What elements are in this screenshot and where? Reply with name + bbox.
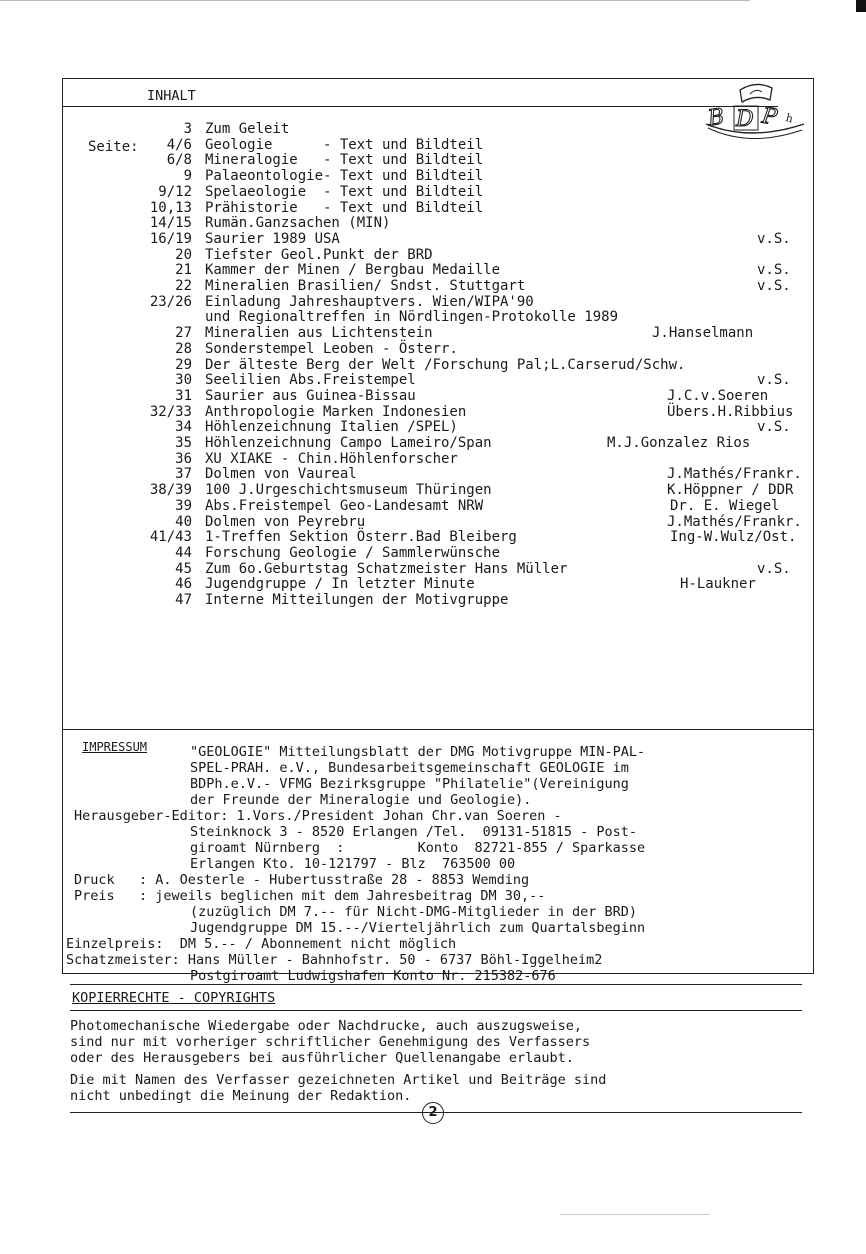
toc-entry-title: Saurier 1989 USA	[205, 230, 340, 247]
toc-entry-title: Zum Geleit	[205, 121, 290, 137]
impressum-line: Jugendgruppe DM 15.--/Vierteljährlich zum Quartalsbeginn	[190, 920, 646, 936]
copyright-line: nicht unbedingt die Meinung der Redaktion.	[70, 1088, 412, 1104]
impressum-line: Herausgeber-Editor: 1.Vors./President Johan Chr.van Soeren -	[74, 808, 562, 824]
copyright-line: Die mit Namen des Verfasser gezeichneten Artikel und Beiträge sind	[70, 1072, 607, 1088]
toc-entry-title: 1-Treffen Sektion Österr.Bad Bleiberg	[205, 529, 517, 546]
toc-page-number: 34	[175, 419, 192, 436]
impressum-line: Einzelpreis: DM 5.-- / Abonnement nicht möglich	[66, 936, 457, 952]
toc-page-number: 6/8	[166, 152, 192, 169]
toc-entry-author: J.C.v.Soeren	[667, 387, 769, 404]
toc-entry-title: Seelilien Abs.Freistempel	[205, 372, 416, 389]
toc-entry-author: v.S.	[757, 419, 791, 436]
toc-page-number: 44	[175, 544, 192, 561]
impressum-line: Postgiroamt Ludwigshafen Konto Nr. 215382-676	[190, 968, 556, 984]
toc-entry-title: Interne Mitteilungen der Motivgruppe	[205, 592, 509, 608]
toc-page-number: 38/39	[149, 482, 192, 499]
impressum-line: Steinknock 3 - 8520 Erlangen /Tel. 09131-51815 - Post-	[190, 824, 638, 840]
toc-page-number: 4/6	[166, 136, 192, 153]
impressum-line: Schatzmeister: Hans Müller - Bahnhofstr. 50 - 6737 Böhl-Iggelheim2	[66, 952, 603, 968]
toc-page-number: 20	[175, 246, 192, 263]
toc-page-number: 23/26	[149, 293, 192, 310]
copyright-rule	[70, 984, 802, 985]
toc-page-number: 9	[183, 168, 192, 185]
toc-page-number: 39	[175, 497, 192, 514]
impressum-line: giroamt Nürnberg : Konto 82721-855 / Sparkasse	[190, 840, 646, 856]
toc-page-number: 29	[175, 356, 192, 373]
toc-entry-title: Der älteste Berg der Welt /Forschung Pal;L.Carserud/Schw.	[205, 356, 686, 373]
toc-entry-title: Spelaeologie - Text und Bildteil	[205, 183, 484, 200]
impressum-line: der Freunde der Mineralogie und Geologie).	[190, 792, 532, 808]
toc-page-number: 40	[175, 513, 192, 530]
toc-entry-author: M.J.Gonzalez Rios	[607, 435, 751, 451]
toc-page-number: 30	[175, 372, 192, 389]
toc-title-rule	[63, 106, 778, 107]
toc-page-number: 10,13	[149, 199, 192, 216]
toc-entry-title: Mineralien Brasilien/ Sndst. Stuttgart	[205, 278, 526, 294]
toc-entry-title: Dolmen von Peyrebru	[205, 513, 366, 530]
page-number: 2	[422, 1102, 444, 1124]
toc-page-number: 9/12	[158, 183, 192, 200]
impressum-line: BDPh.e.V.- VFMG Bezirksgruppe "Philatelie"(Vereinigung	[190, 776, 629, 792]
impressum-label: IMPRESSUM	[82, 740, 148, 754]
toc-entry-title: Tiefster Geol.Punkt der BRD	[205, 246, 433, 263]
bdph-logo	[700, 80, 812, 152]
toc-page-number: 35	[175, 435, 192, 451]
toc-page-number: 45	[175, 560, 192, 577]
toc-entry-title: XU XIAKE - Chin.Höhlenforscher	[205, 450, 458, 467]
copyright-label-rule	[70, 1010, 802, 1011]
impressum-line: Erlangen Kto. 10-121797 - Blz 763500 00	[190, 856, 516, 872]
toc-page-number: 3	[183, 121, 192, 137]
toc-entry-title: Mineralien aus Lichtenstein	[205, 325, 433, 342]
copyright-label: KOPIERRECHTE - COPYRIGHTS	[72, 990, 276, 1006]
svg-text:D: D	[736, 107, 754, 132]
toc-entry-title: Anthropologie Marken Indonesien	[205, 403, 467, 420]
toc-entry-title: Dolmen von Vaureal	[205, 466, 357, 483]
toc-entry-title: Sonderstempel Leoben - Österr.	[205, 340, 458, 357]
toc-page-number: 14/15	[149, 215, 192, 232]
impressum-rule	[63, 729, 813, 730]
toc-entry-title: Abs.Freistempel Geo-Landesamt NRW	[205, 497, 484, 514]
toc-entry-author: Dr. E. Wiegel	[670, 497, 780, 514]
toc-entry-author: J.Mathés/Frankr.	[667, 513, 802, 530]
toc-entry-author: v.S.	[757, 262, 791, 279]
toc-entry-title: Rumän.Ganzsachen (MIN)	[205, 215, 391, 232]
toc-entry-title: Palaeontologie- Text und Bildteil	[205, 168, 484, 185]
top-edge-line	[0, 0, 750, 1]
toc-page-number: 46	[175, 576, 192, 593]
toc-entry-author: v.S.	[757, 372, 791, 389]
toc-entry-title: Zum 6o.Geburtstag Schatzmeister Hans Müller	[205, 560, 568, 577]
toc-page-number: 16/19	[149, 230, 192, 247]
impressum-line: Druck : A. Oesterle - Hubertusstraße 28 - 8853 Wemding	[74, 872, 530, 888]
svg-text:B: B	[706, 104, 726, 132]
toc-entry-title: Kammer der Minen / Bergbau Medaille	[205, 262, 501, 279]
toc-entry-author: v.S.	[757, 278, 791, 294]
toc-entry-author: Ing-W.Wulz/Ost.	[670, 529, 797, 546]
toc-page-number: 32/33	[149, 403, 192, 420]
bottom-edge-line	[560, 1214, 710, 1215]
seite-label: Seite:	[88, 139, 139, 155]
toc-title: INHALT	[147, 88, 196, 104]
impressum-line: "GEOLOGIE" Mitteilungsblatt der DMG Motivgruppe MIN-PAL-	[190, 744, 646, 760]
toc-entry-title: Forschung Geologie / Sammlerwünsche	[205, 544, 501, 561]
toc-entry-author: v.S.	[757, 230, 791, 247]
toc-entry-author: J.Mathés/Frankr.	[667, 466, 802, 483]
toc-entry-title: und Regionaltreffen in Nördlingen-Protokolle 1989	[205, 309, 619, 326]
toc-page-number: 28	[175, 340, 192, 357]
toc-entry-author: J.Hanselmann	[652, 325, 754, 342]
toc-entry-author: K.Höppner / DDR	[667, 482, 794, 499]
toc-page-number: 36	[175, 450, 192, 467]
svg-text:h: h	[784, 111, 795, 126]
toc-page-number: 31	[175, 387, 192, 404]
corner-mark	[856, 0, 866, 12]
impressum-line: Preis : jeweils beglichen mit dem Jahresbeitrag DM 30,--	[74, 888, 546, 904]
toc-entry-title: Prähistorie - Text und Bildteil	[205, 199, 484, 216]
copyright-line: sind nur mit vorheriger schriftlicher Genehmigung des Verfassers	[70, 1034, 591, 1050]
copyright-line: oder des Herausgebers bei ausführlicher Quellenangabe erlaubt.	[70, 1050, 574, 1066]
toc-page-number: 37	[175, 466, 192, 483]
toc-entry-author: H-Laukner	[680, 576, 756, 593]
toc-entry-title: 100 J.Urgeschichtsmuseum Thüringen	[205, 482, 492, 499]
toc-entry-title: Höhlenzeichnung Italien /SPEL)	[205, 419, 458, 436]
toc-entry-title: Höhlenzeichnung Campo Lameiro/Span	[205, 435, 492, 451]
copyright-line: Photomechanische Wiedergabe oder Nachdrucke, auch auszugsweise,	[70, 1018, 583, 1034]
impressum-line: (zuzüglich DM 7.-- für Nicht-DMG-Mitglieder in der BRD)	[190, 904, 638, 920]
toc-page-number: 47	[175, 592, 192, 608]
toc-entry-author: v.S.	[757, 560, 791, 577]
svg-text:P: P	[760, 103, 779, 131]
toc-entry-title: Einladung Jahreshauptvers. Wien/WIPA'90	[205, 293, 534, 310]
toc-page-number: 41/43	[149, 529, 192, 546]
toc-entry-title: Geologie - Text und Bildteil	[205, 136, 484, 153]
impressum-line: SPEL-PRAH. e.V., Bundesarbeitsgemeinschaft GEOLOGIE im	[190, 760, 629, 776]
toc-entry-title: Jugendgruppe / In letzter Minute	[205, 576, 475, 593]
toc-entry-title: Mineralogie - Text und Bildteil	[205, 152, 484, 169]
toc-entry-author: Übers.H.Ribbius	[667, 403, 794, 420]
toc-entry-title: Saurier aus Guinea-Bissau	[205, 387, 416, 404]
toc-page-number: 21	[175, 262, 192, 279]
toc-page-number: 27	[175, 325, 192, 342]
toc-page-number: 22	[175, 278, 192, 294]
